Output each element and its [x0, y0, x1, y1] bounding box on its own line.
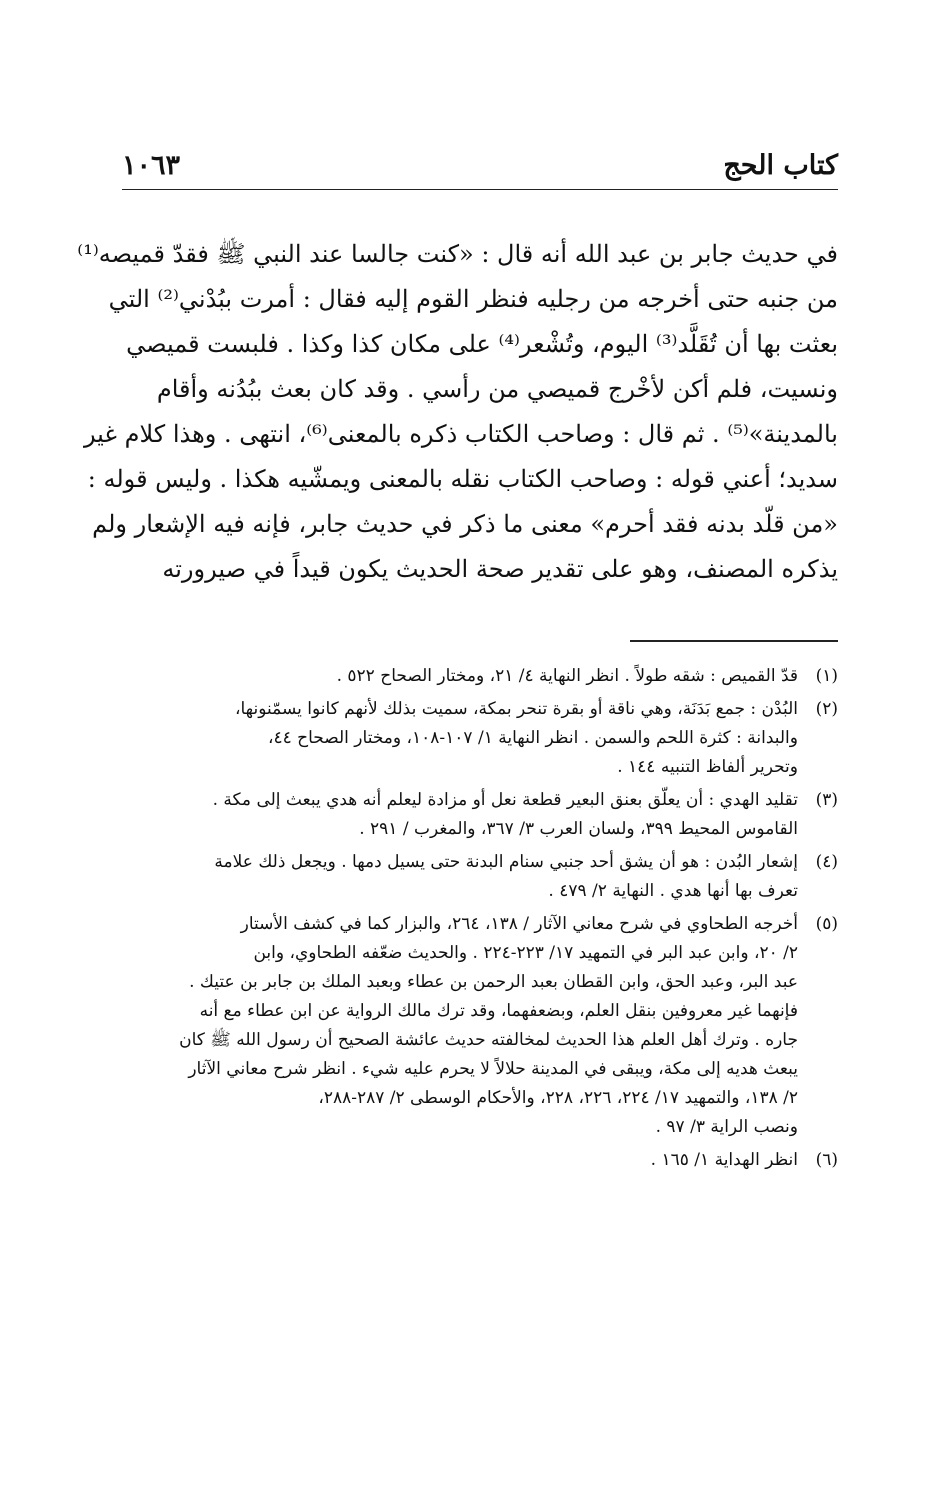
main-text-line: من جنبه حتى أخرجه من رجليه فنظر القوم إليه فقال : أمرت ببُدْني⁽²⁾ التي	[108, 285, 838, 313]
footnote-3	[122, 786, 838, 844]
footnote-number: (١)	[815, 666, 838, 686]
footnote-4	[122, 848, 838, 906]
footnote-number: (٣)	[815, 790, 838, 810]
footnote-number: (٥)	[815, 914, 838, 934]
footnote-line: وتحرير ألفاظ التنبيه ١٤٤ .	[617, 757, 798, 777]
main-text-line: «من قلّد بدنه فقد أحرم» معنى ما ذكر في حديث جابر، فإنه فيه الإشعار ولم	[92, 510, 838, 538]
footnotes	[122, 662, 838, 1179]
footnote-line: جاره . وترك أهل العلم هذا الحديث لمخالفته حديث عائشة الصحيح أن رسول الله ﷺ كان	[179, 1030, 798, 1050]
book-title: كتاب الحج	[723, 150, 838, 181]
footnote-line: قدّ القميص : شقه طولاً . انظر النهاية ٤/ ٢١، ومختار الصحاح ٥٢٢ .	[336, 666, 798, 686]
footnote-line: انظر الهداية ١/ ١٦٥ .	[650, 1150, 798, 1170]
footnote-divider	[630, 640, 838, 642]
footnote-line: البُدْن : جمع بَدَنَة، وهي ناقة أو بقرة تنحر بمكة، سميت بذلك لأنهم كانوا يسمّنونها،	[234, 699, 798, 719]
main-text-line: بالمدينة»⁽⁵⁾ . ثم قال : وصاحب الكتاب ذكره بالمعنى⁽⁶⁾، انتهى . وهذا كلام غير	[83, 420, 838, 448]
footnote-line: ٢/ ١٣٨، والتمهيد ١٧/ ٢٢٤، ٢٢٦، ٢٢٨، والأحكام الوسطى ٢/ ٢٨٧-٢٨٨،	[318, 1088, 798, 1108]
footnote-line: القاموس المحيط ٣٩٩، ولسان العرب ٣/ ٣٦٧، والمغرب / ٢٩١ .	[359, 819, 798, 839]
page-number: ١٠٦٣	[122, 150, 181, 181]
footnote-number: (٢)	[815, 699, 838, 719]
footnote-line: تقليد الهدي : أن يعلّق بعنق البعير قطعة نعل أو مزادة ليعلم أنه هدي يبعث إلى مكة .	[212, 790, 798, 810]
footnote-number: (٤)	[815, 852, 838, 872]
footnote-line: تعرف بها أنها هدي . النهاية ٢/ ٤٧٩ .	[548, 881, 798, 901]
main-text-line: يذكره المصنف، وهو على تقدير صحة الحديث يكون قيداً في صيرورته	[162, 555, 838, 583]
main-text-line: بعثت بها أن تُقَلَّد⁽³⁾ اليوم، وتُشْعر⁽⁴⁾ على مكان كذا وكذا . فلبست قميصي	[126, 330, 838, 358]
main-text-line: في حديث جابر بن عبد الله أنه قال : «كنت جالسا عند النبي ﷺ فقدّ قميصه⁽¹⁾	[77, 240, 838, 268]
main-text-line: ونسيت، فلم أكن لأخْرج قميصي من رأسي . وقد كان بعث ببُدُنه وأقام	[156, 375, 838, 403]
footnote-line: ونصب الراية ٣/ ٩٧ .	[655, 1117, 798, 1137]
footnote-6	[122, 1146, 838, 1175]
footnote-number: (٦)	[815, 1150, 838, 1170]
header-divider	[122, 189, 838, 190]
footnote-2	[122, 695, 838, 782]
main-text-line: سديد؛ أعني قوله : وصاحب الكتاب نقله بالمعنى ويمشّيه هكذا . وليس قوله :	[87, 465, 838, 493]
footnote-line: إشعار البُدن : هو أن يشق أحد جنبي سنام البدنة حتى يسيل دمها . ويجعل ذلك علامة	[214, 852, 798, 872]
page-header	[122, 148, 838, 190]
footnote-5	[122, 910, 838, 1142]
main-text	[77, 232, 838, 592]
footnote-1	[122, 662, 838, 691]
footnote-line: والبدانة : كثرة اللحم والسمن . انظر النهاية ١/ ١٠٧-١٠٨، ومختار الصحاح ٤٤،	[267, 728, 798, 748]
footnote-line: عبد البر، وعبد الحق، وابن القطان بعبد الرحمن بن عطاء وبعبد الملك بن جابر بن عتيك .	[189, 972, 798, 992]
footnote-line: أخرجه الطحاوي في شرح معاني الآثار / ١٣٨، ٢٦٤، والبزار كما في كشف الأستار	[240, 914, 798, 934]
footnote-line: ٢/ ٢٠، وابن عبد البر في التمهيد ١٧/ ٢٢٣-٢٢٤ . والحديث ضعّفه الطحاوي، وابن	[253, 943, 798, 963]
footnote-line: يبعث هديه إلى مكة، ويبقى في المدينة حلالاً لا يحرم عليه شيء . انظر شرح معاني الآثار	[188, 1059, 798, 1079]
footnote-line: فإنهما غير معروفين بنقل العلم، وبضعفهما، وقد ترك مالك الرواية عن ابن عطاء مع أنه	[199, 1001, 798, 1021]
